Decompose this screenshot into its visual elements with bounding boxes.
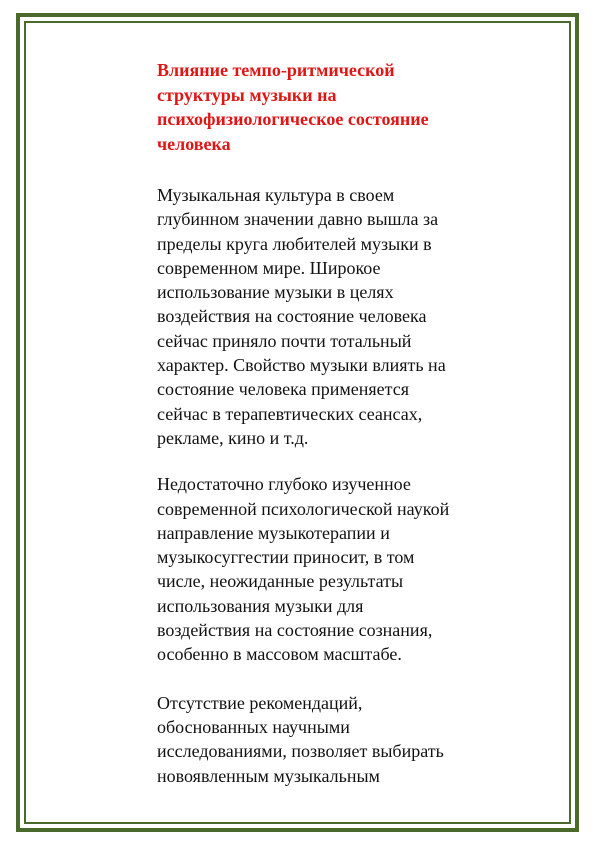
text-line: направление музыкотерапии и bbox=[157, 522, 390, 543]
title-line: Влияние темпо-ритмической bbox=[157, 60, 395, 80]
text-line: использования музыки для bbox=[157, 595, 364, 616]
text-line: Отсутствие рекомендаций, bbox=[157, 692, 363, 713]
text-line: обоснованных научными bbox=[157, 716, 350, 737]
title-line: структуры музыки на bbox=[157, 84, 337, 105]
text-line: особенно в массовом масштабе. bbox=[157, 644, 402, 665]
title-line: человека bbox=[157, 133, 231, 154]
document-body bbox=[157, 58, 497, 788]
text-line: характер. Свойство музыки влиять на bbox=[157, 355, 446, 376]
text-line: новоявленным музыкальным bbox=[157, 765, 380, 786]
text-line: Недостаточно глубоко изученное bbox=[157, 474, 411, 495]
text-line: современной психологической наукой bbox=[157, 498, 450, 519]
text-line: использование музыки в целях bbox=[157, 282, 394, 303]
text-line: состояние человека применяется bbox=[157, 379, 410, 400]
text-line: пределы круга любителей музыки в bbox=[157, 233, 432, 254]
text-line: исследованиями, позволяет выбирать bbox=[157, 741, 444, 762]
document-title bbox=[157, 58, 497, 156]
text-line: воздействия на состояние человека bbox=[157, 306, 427, 327]
text-line: рекламе, кино и т.д. bbox=[157, 427, 309, 448]
text-line: сейчас приняло почти тотальный bbox=[157, 330, 412, 351]
title-line: психофизиологическое состояние bbox=[157, 109, 429, 129]
text-line: воздействия на состояние сознания, bbox=[157, 620, 433, 641]
text-line: сейчас в терапевтических сеансах, bbox=[157, 403, 423, 424]
text-line: числе, неожиданные результаты bbox=[157, 571, 404, 592]
paragraph-3 bbox=[157, 691, 497, 788]
text-line: Музыкальная культура в своем bbox=[157, 185, 395, 205]
paragraph-2 bbox=[157, 472, 497, 666]
text-line: музыкосуггестии приносит, в том bbox=[157, 547, 415, 568]
text-line: современном мире. Широкое bbox=[157, 257, 381, 278]
text-line: глубинном значении давно вышла за bbox=[157, 209, 439, 230]
paragraph-1 bbox=[157, 183, 497, 450]
